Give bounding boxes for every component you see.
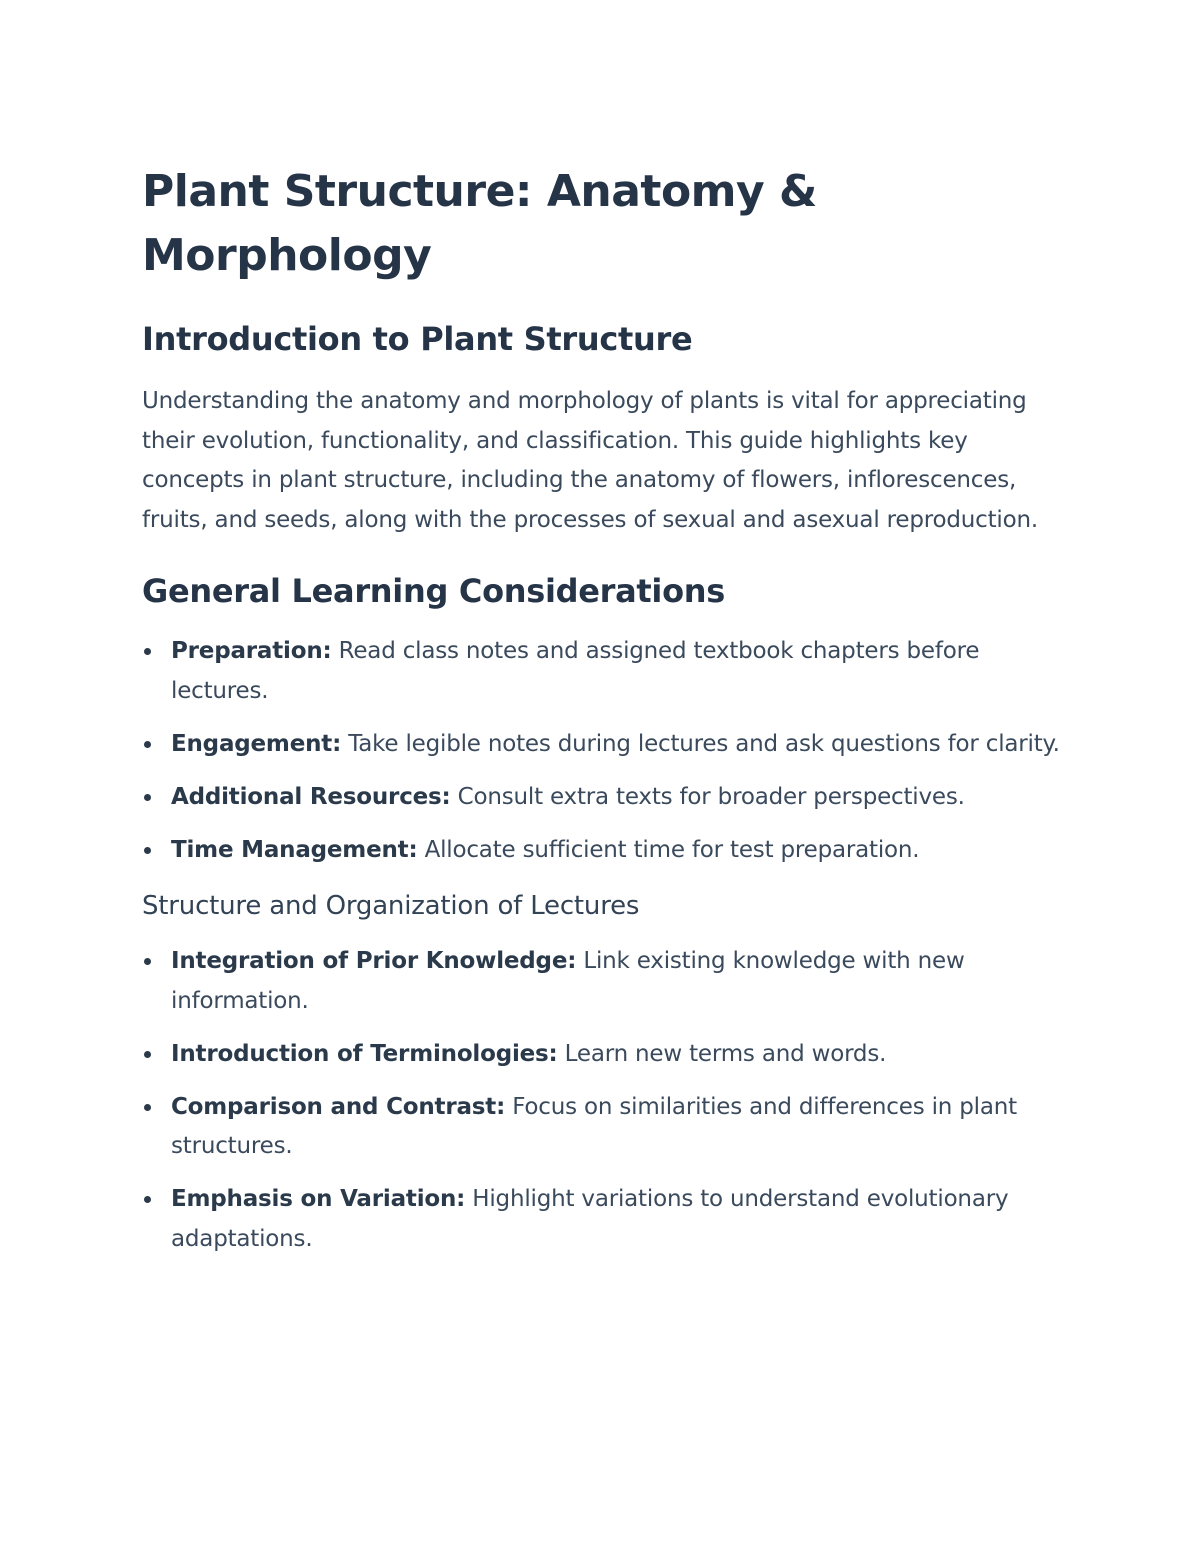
- bullet-icon: [144, 958, 151, 965]
- list-item-term: Preparation:: [171, 638, 332, 664]
- bullet-icon: [144, 741, 151, 748]
- structure-list: [142, 942, 1062, 1259]
- bullet-icon: [144, 648, 151, 655]
- list-item-text: Allocate sufficient time for test preparation.: [417, 836, 920, 863]
- structure-heading: Structure and Organization of Lectures: [142, 891, 640, 921]
- page-title: Plant Structure: Anatomy & Morphology: [142, 166, 817, 281]
- general-considerations-heading: General Learning Considerations: [142, 572, 726, 610]
- list-item-text: Learn new terms and words.: [557, 1040, 887, 1067]
- list-item-term: Integration of Prior Knowledge:: [171, 948, 577, 974]
- list-item-term: Emphasis on Variation:: [171, 1186, 466, 1212]
- list-item-term: Comparison and Contrast:: [171, 1093, 506, 1120]
- list-item: [142, 1088, 1062, 1167]
- bullet-icon: [144, 1196, 151, 1203]
- list-item: [142, 778, 1062, 818]
- intro-heading: Introduction to Plant Structure: [142, 320, 693, 358]
- list-item-text: Highlight variations to understand evolutionary adaptations.: [171, 1186, 1009, 1252]
- list-item-text: Consult extra texts for broader perspectives.: [450, 783, 965, 810]
- bullet-icon: [144, 1104, 151, 1111]
- list-item-text: Read class notes and assigned textbook chapters before lectures.: [171, 638, 980, 704]
- document-page: [142, 160, 1062, 1273]
- list-item: [142, 831, 1062, 871]
- list-item-term: Time Management:: [171, 836, 418, 863]
- list-item: [142, 725, 1062, 765]
- list-item-term: Introduction of Terminologies:: [171, 1040, 558, 1067]
- list-item: [142, 1180, 1062, 1259]
- intro-paragraph: Understanding the anatomy and morphology of plants is vital for appreciating their evolution, functionality, and classification. This guide highlights key concepts in plant structure, including the anatomy of flowers, inflorescences, fruits, and seeds, along with the processes of sexual and asexual reproduction.: [142, 388, 1038, 533]
- bullet-icon: [144, 1051, 151, 1058]
- list-item-text: Link existing knowledge with new information.: [171, 948, 965, 1014]
- bullet-icon: [144, 847, 151, 854]
- list-item-text: Focus on similarities and differences in plant structures.: [171, 1093, 1017, 1159]
- list-item: [142, 1035, 1062, 1075]
- list-item-text: Take legible notes during lectures and ask questions for clarity.: [341, 730, 1060, 757]
- general-considerations-list: [142, 632, 1062, 870]
- bullet-icon: [144, 794, 151, 801]
- list-item: [142, 942, 1062, 1021]
- list-item-term: Engagement:: [171, 730, 342, 757]
- list-item: [142, 632, 1062, 711]
- list-item-term: Additional Resources:: [171, 783, 451, 810]
